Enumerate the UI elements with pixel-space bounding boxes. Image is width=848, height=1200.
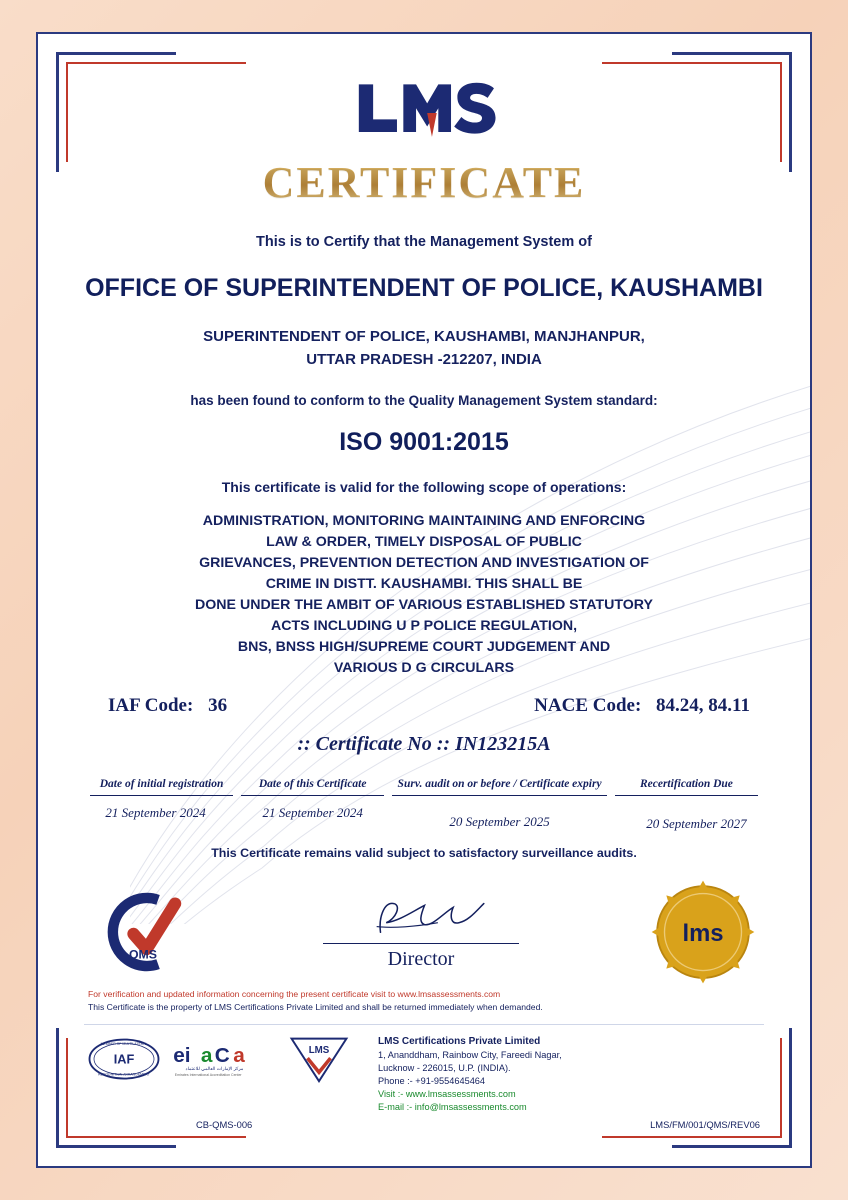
code-row xyxy=(84,693,764,717)
scope-line: CRIME IN DISTT. KAUSHAMBI. THIS SHALL BE xyxy=(265,576,583,593)
date-of-certificate xyxy=(237,778,388,821)
signatory-role: Director xyxy=(387,947,455,970)
company-name: LMS Certifications Private Limited xyxy=(378,1035,541,1047)
svg-text:IAF: IAF xyxy=(113,1051,135,1067)
address-line-1: SUPERINTENDENT OF POLICE, KAUSHAMBI, MANJHANPUR, xyxy=(203,327,645,345)
iaf-mla-mark-icon xyxy=(88,1038,160,1080)
date-label: Recertification Due xyxy=(615,778,758,796)
scope-body xyxy=(84,511,764,679)
organization-name: OFFICE OF SUPERINTENDENT OF POLICE, KAUSHAMBI xyxy=(85,274,763,302)
iaf-code xyxy=(108,695,227,717)
intro-text: This is to Certify that the Management System of xyxy=(256,234,592,250)
company-address-2: Lucknow - 226015, U.P. (INDIA). xyxy=(378,1063,511,1074)
eiac-accreditation-mark-icon xyxy=(170,1039,278,1079)
scope-line: ADMINISTRATION, MONITORING MAINTAINING AND ENFORCING xyxy=(202,513,646,529)
svg-text:LMS: LMS xyxy=(308,1044,330,1056)
svg-text:QMS: QMS xyxy=(128,947,157,962)
svg-text:a: a xyxy=(200,1043,213,1067)
svg-text:ei: ei xyxy=(173,1043,191,1067)
company-website[interactable]: Visit :- www.lmsassessments.com xyxy=(378,1089,516,1100)
svg-text:lms: lms xyxy=(682,920,724,948)
accreditation-marks xyxy=(84,1033,350,1085)
date-label: Date of initial registration xyxy=(90,778,233,796)
svg-text:مركز الإمارات العالمي للاعتماد: مركز الإمارات العالمي للاعتماد xyxy=(185,1065,244,1071)
date-value: 20 September 2025 xyxy=(449,814,550,830)
company-address-block xyxy=(360,1033,562,1115)
qms-certification-mark-icon xyxy=(90,884,194,980)
certificate-number: :: Certificate No :: IN123215A xyxy=(297,733,551,756)
scope-line: GRIEVANCES, PREVENTION DETECTION AND INVESTIGATION OF xyxy=(199,555,649,572)
handwritten-signature-icon xyxy=(325,894,516,938)
certificate-sheet xyxy=(36,32,812,1168)
signature-row xyxy=(84,868,764,986)
address-line-2: UTTAR PRADESH -212207, INDIA xyxy=(306,350,542,368)
standard-name: ISO 9001:2015 xyxy=(339,428,509,456)
scope-line: BNS, BNSS HIGH/SUPREME COURT JUDGEMENT AND xyxy=(237,639,611,656)
scope-line: LAW & ORDER, TIMELY DISPOSAL OF PUBLIC xyxy=(266,534,582,551)
signature-line xyxy=(323,943,519,944)
date-value: 21 September 2024 xyxy=(105,805,206,821)
date-surveillance-expiry xyxy=(388,778,611,830)
svg-text:C: C xyxy=(214,1043,230,1067)
date-initial-registration xyxy=(86,778,237,821)
nace-code-value: 84.24, 84.11 xyxy=(656,695,750,717)
property-note: This Certificate is the property of LMS Certifications Private Limited and shall be returned immediately when demanded. xyxy=(88,1002,543,1013)
cb-code: CB-QMS-006 xyxy=(196,1119,253,1131)
date-value: 20 September 2027 xyxy=(646,816,747,832)
svg-text:MEMBER OF MULTILATERAL: MEMBER OF MULTILATERAL xyxy=(100,1041,148,1046)
svg-text:RECOGNITION ARRANGEMENT: RECOGNITION ARRANGEMENT xyxy=(98,1072,150,1077)
iaf-code-value: 36 xyxy=(208,695,228,717)
company-address-1: 1, Ananddham, Rainbow City, Fareedi Nagar, xyxy=(378,1050,562,1061)
page-title: CERTIFICATE xyxy=(84,157,764,208)
scope-heading: This certificate is valid for the following scope of operations: xyxy=(221,479,627,495)
conformance-text: has been found to conform to the Quality Management System standard: xyxy=(190,393,658,408)
company-phone: Phone :- +91-9554645464 xyxy=(378,1076,486,1087)
scope-line: ACTS INCLUDING U P POLICE REGULATION, xyxy=(270,618,578,635)
scope-line: DONE UNDER THE AMBIT OF VARIOUS ESTABLISHED STATUTORY xyxy=(195,597,653,614)
nace-code-label: NACE Code: xyxy=(534,695,642,717)
svg-text:a: a xyxy=(233,1043,245,1067)
date-label: Date of this Certificate xyxy=(241,778,384,796)
certificate-content xyxy=(58,52,790,1131)
signature-block xyxy=(194,894,648,971)
lms-logo-icon xyxy=(344,78,504,140)
date-label: Surv. audit on or before / Certificate expiry xyxy=(392,778,607,796)
organization-address xyxy=(84,325,764,372)
lms-triangle-mark-icon xyxy=(288,1033,350,1085)
svg-text:Emirates International Accredi: Emirates International Accreditation Center xyxy=(174,1072,242,1077)
surveillance-note: This Certificate remains valid subject to satisfactory surveillance audits. xyxy=(211,846,637,861)
date-value: 21 September 2024 xyxy=(262,805,363,821)
dates-row xyxy=(84,778,764,832)
scope-line: VARIOUS D G CIRCULARS xyxy=(333,660,515,677)
verification-note[interactable]: For verification and updated information concerning the present certificate visit to www.lmsassessments.com xyxy=(88,989,501,1000)
iaf-code-label: IAF Code: xyxy=(108,695,194,717)
gold-seal-icon xyxy=(648,877,758,987)
certificate-footer xyxy=(84,1024,764,1131)
company-email[interactable]: E-mail :- info@lmsassessments.com xyxy=(378,1102,527,1113)
date-recertification-due xyxy=(611,778,762,832)
document-code: LMS/FM/001/QMS/REV06 xyxy=(650,1119,760,1131)
nace-code xyxy=(534,695,750,717)
